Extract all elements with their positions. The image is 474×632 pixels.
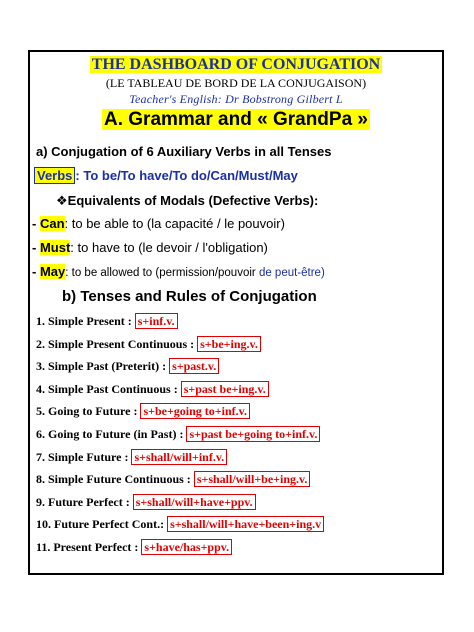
tense-row [36,517,442,532]
tense-row [36,382,442,397]
tense-row [36,472,442,487]
tense-rule: s+past be+ing.v. [181,381,269,397]
verbs-list: : To be/To have/To do/Can/Must/May [75,168,298,183]
equivalents-heading: ❖Equivalents of Modals (Defective Verbs): [56,193,319,208]
tense-rule: s+have/has+ppv. [141,539,232,555]
part-b-heading: b) Tenses and Rules of Conjugation [62,288,317,305]
tense-rule: s+be+going to+inf.v. [140,403,250,419]
modal-extra-may: de peut-être) [258,267,325,279]
tense-row [36,427,442,442]
section-a-heading-row [30,109,442,131]
tense-row [36,337,442,352]
modal-dash: - [32,216,40,231]
modal-name-may: May [39,264,66,279]
modal-row-can [32,216,442,231]
tense-label: 1. Simple Present : [36,314,135,328]
tense-row [36,540,442,555]
tense-label: 7. Simple Future : [36,449,132,464]
modal-dash: - [32,240,40,255]
tense-label: 2. Simple Present Continuous : [36,336,198,351]
tense-rule: s+past.v. [169,358,219,374]
tense-row [36,359,442,374]
modal-text-must: : to have to (le devoir / l'obligation) [70,240,268,255]
tense-rule: s+shall/will+be+ing.v. [194,471,311,487]
tense-label: 3. Simple Past (Preterit) : [36,359,170,374]
dashboard-page [28,50,444,575]
tense-rule: s+past be+going to+inf.v. [186,426,320,442]
modal-name-can: Can [39,216,65,231]
modal-text-may: : to be allowed to (permission/pouvoir [65,267,259,279]
tense-label: 9. Future Perfect : [36,494,133,509]
section-a-heading: A. Grammar and « GrandPa » [104,109,368,130]
tense-label: 4. Simple Past Continuous : [36,381,181,396]
tense-row [36,495,442,510]
tense-label: 11. Present Perfect : [36,540,142,554]
tense-rule: s+be+ing.v. [197,336,261,352]
page-title: THE DASHBOARD OF CONJUGATION [91,56,381,73]
verbs-label: Verbs [34,167,75,184]
part-a-heading: a) Conjugation of 6 Auxiliary Verbs in all Tenses [36,144,332,159]
tense-rule: s+shall/will+inf.v. [131,449,227,465]
tense-row [36,314,442,329]
tense-label: 8. Simple Future Continuous : [36,472,194,487]
verbs-line [34,168,442,183]
modal-text-can: : to be able to (la capacité / le pouvoir) [64,216,285,231]
tense-rule: s+inf.v. [135,313,178,329]
modal-name-must: Must [39,240,71,255]
modal-dash: - [32,264,40,279]
tense-label: 6. Going to Future (in Past) : [36,427,187,441]
modal-row-may [32,264,442,279]
page-title-row [30,56,442,74]
tense-rule: s+shall/will+have+ppv. [133,494,256,510]
tense-rule: s+shall/will+have+been+ing.v [167,516,324,532]
tense-label: 10. Future Perfect Cont.: [36,517,168,532]
tense-row [36,450,442,465]
tense-row [36,404,442,419]
page-subtitle: (LE TABLEAU DE BORD DE LA CONJUGAISON) [105,76,367,90]
tense-label: 5. Going to Future : [36,404,141,419]
modal-row-must [32,240,442,255]
author-line: Teacher's English: Dr Bobstrong Gilbert L [129,92,343,106]
